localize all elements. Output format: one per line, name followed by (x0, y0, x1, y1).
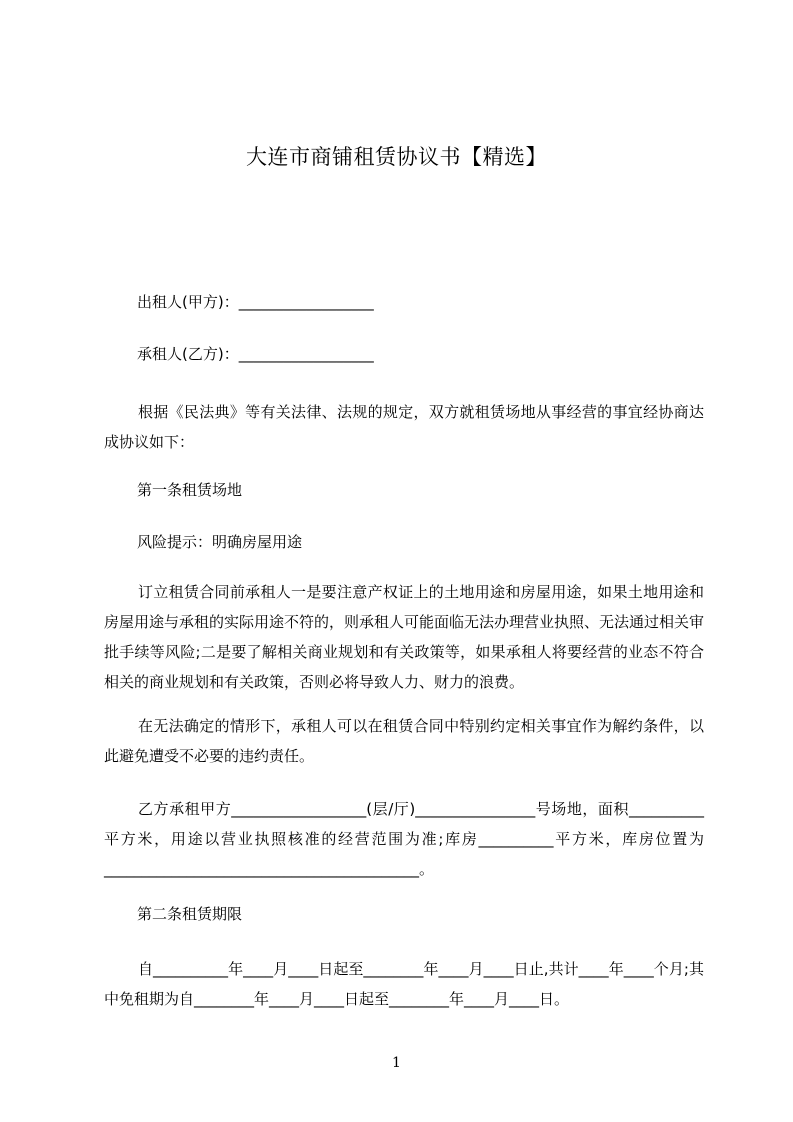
page-number: 1 (392, 1055, 401, 1071)
document-title: 大连市商铺租赁协议书【精选】 (246, 145, 547, 169)
intro-paragraph: 根据《民法典》等有关法律、法规的规定，双方就租赁场地从事经营的事宜经协商达成协议如下： (104, 403, 704, 451)
article-2-heading: 第二条租赁期限 (137, 905, 243, 923)
lessee-line: 承租人(乙方)：__________________ (137, 345, 374, 363)
risk-paragraph: 订立租赁合同前承租人一是要注意产权证上的土地用途和房屋用途，如果土地用途和房屋用途与承租的实际用途不符的，则承租人可能面临无法办理营业执照、无法通过相关审批手续等风险;二是要了解相关商业规划和有关政策等，如果承租人将要经营的业态不符合相关的商业规划和有关政策，否则必将导致人力、财力的浪费。 (104, 583, 705, 691)
lessor-line: 出租人(甲方)：__________________ (137, 293, 374, 311)
site-paragraph: 乙方承租甲方__________________(层/厅)________________号场地，面积__________平方米，用途以营业执照核准的经营范围为准;库房__________平方米，库房位置为__________________________________________。 (104, 800, 704, 878)
term-paragraph: 自__________年____月____日起至________年____月____日止,共计____年____个月;其中免租期为自________年____月____日起至________年____月____日。 (104, 960, 704, 1008)
risk-tip: 风险提示：明确房屋用途 (137, 533, 303, 551)
article-1-heading: 第一条租赁场地 (137, 481, 243, 499)
uncertain-paragraph: 在无法确定的情形下，承租人可以在租赁合同中特别约定相关事宜作为解约条件，以此避免遭受不必要的违约责任。 (104, 717, 704, 765)
